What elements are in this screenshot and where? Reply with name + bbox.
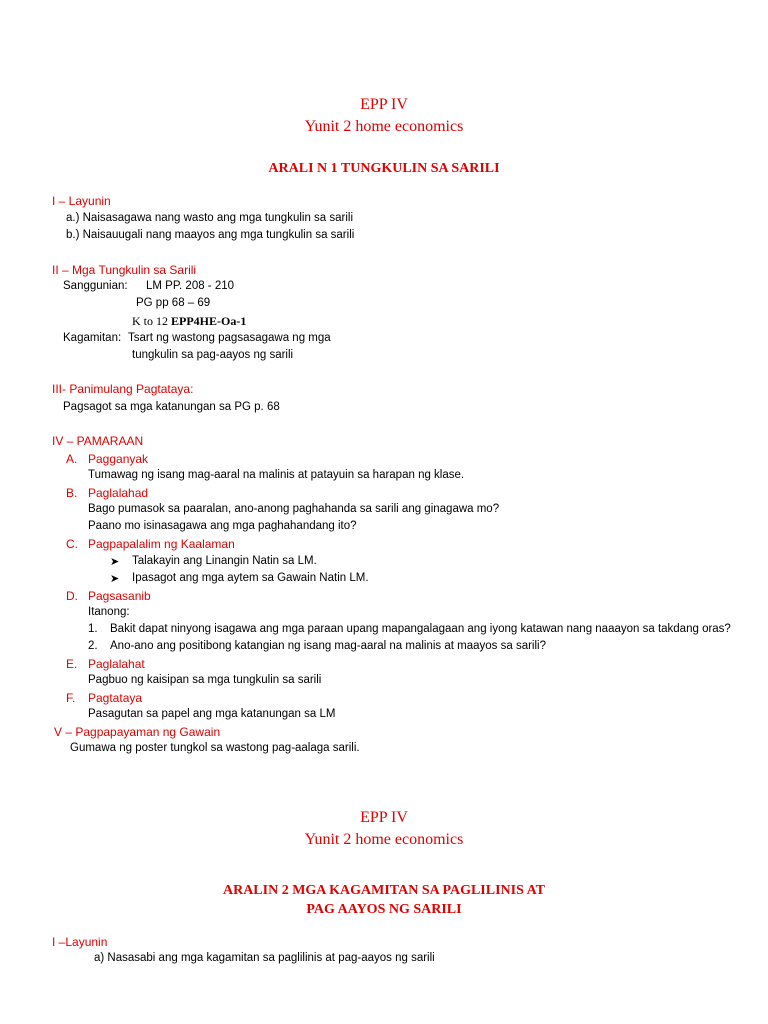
sanggunian-label: Sanggunian: (63, 280, 128, 292)
question-text: Bakit dapat ninyong isagawa ang mga paraan upang mapangalagaan ang iyong katawan nang naaayon sa takdang oras? (110, 623, 731, 635)
pagpapayaman-text: Gumawa ng poster tungkol sa wastong pag-aalaga sarili. (70, 742, 360, 754)
sanggunian-code-line (132, 314, 246, 329)
lesson1-heading: ARALI N 1 TUNGKULIN SA SARILI (268, 161, 500, 176)
question-text: Ano-ano ang positibong katangian ng isang mag-aaral na malinis at maayos sa sarili? (110, 640, 546, 652)
lesson2-layunin-heading: I –Layunin (52, 935, 108, 949)
question-number: 2. (88, 640, 98, 652)
bullet-text: Talakayin ang Linangin Natin sa LM. (132, 555, 317, 567)
lesson1-title: EPP IV (360, 96, 408, 113)
kagamitan-text: Tsart ng wastong pagsasagawa ng mga (128, 332, 331, 344)
section-pagpapayaman-heading: V – Pagpapayaman ng Gawain (54, 725, 221, 739)
lesson2-heading-line2: PAG AAYOS NG SARILI (306, 902, 462, 917)
step-label-pagpapalalim: Pagpapalalim ng Kaalaman (88, 537, 235, 551)
lesson2-title: EPP IV (360, 809, 408, 826)
section-tungkulin-heading: II – Mga Tungkulin sa Sarili (52, 263, 197, 277)
kagamitan-label: Kagamitan: (63, 332, 122, 344)
lesson2-layunin-item: a) Nasasabi ang mga kagamitan sa paglilinis at pag-aayos ng sarili (94, 952, 435, 964)
step-text: Paano mo isinasagawa ang mga paghahandang ito? (88, 520, 357, 532)
arrowhead-bullet-icon: ➤ (110, 556, 120, 568)
step-letter: C. (66, 537, 78, 551)
step-label-paglalahat: Paglalahat (88, 657, 145, 671)
sanggunian-code-prefix: K to 12 (132, 314, 168, 328)
step-letter: E. (66, 657, 78, 671)
bullet-text: Ipasagot ang mga aytem sa Gawain Natin LM. (132, 572, 369, 584)
arrowhead-bullet-icon: ➤ (110, 573, 120, 585)
step-letter: B. (66, 486, 78, 500)
step-text: Bago pumasok sa paaralan, ano-anong paghahanda sa sarili ang ginagawa mo? (88, 503, 500, 515)
step-text: Itanong: (88, 606, 130, 618)
layunin-item: a.) Naisasagawa nang wasto ang mga tungkulin sa sarili (66, 212, 354, 224)
lesson1-unit: Yunit 2 home economics (304, 118, 464, 135)
step-label-pagsasanib: Pagsasanib (88, 589, 151, 603)
step-text: Pasagutan sa papel ang mga katanungan sa LM (88, 708, 336, 720)
step-label-pagganyak: Pagganyak (88, 452, 149, 466)
sanggunian-code: EPP4HE-Oa-1 (171, 314, 247, 328)
step-text: Tumawag ng isang mag-aaral na malinis at patayuin sa harapan ng klase. (88, 469, 465, 481)
kagamitan-text: tungkulin sa pag-aayos ng sarili (132, 349, 294, 361)
lesson2-heading-line1: ARALIN 2 MGA KAGAMITAN SA PAGLILINIS AT (222, 883, 546, 898)
section-pamaraan-heading: IV – PAMARAAN (52, 434, 144, 448)
sanggunian-ref: PG pp 68 – 69 (136, 297, 211, 309)
layunin-item: b.) Naisauugali nang maayos ang mga tungkulin sa sarili (66, 229, 355, 241)
section-layunin-heading: I – Layunin (52, 194, 111, 208)
step-label-pagtataya: Pagtataya (88, 691, 143, 705)
step-letter: D. (66, 589, 78, 603)
step-text: Pagbuo ng kaisipan sa mga tungkulin sa sarili (88, 674, 322, 686)
step-label-paglalahad: Paglalahad (88, 486, 149, 500)
question-number: 1. (88, 623, 98, 635)
lesson2-unit: Yunit 2 home economics (304, 831, 464, 848)
panimulang-text: Pagsagot sa mga katanungan sa PG p. 68 (63, 401, 280, 413)
step-letter: F. (66, 691, 76, 705)
sanggunian-ref: LM PP. 208 - 210 (146, 280, 235, 292)
step-letter: A. (66, 452, 78, 466)
section-panimulang-heading: III- Panimulang Pagtataya: (52, 382, 194, 396)
